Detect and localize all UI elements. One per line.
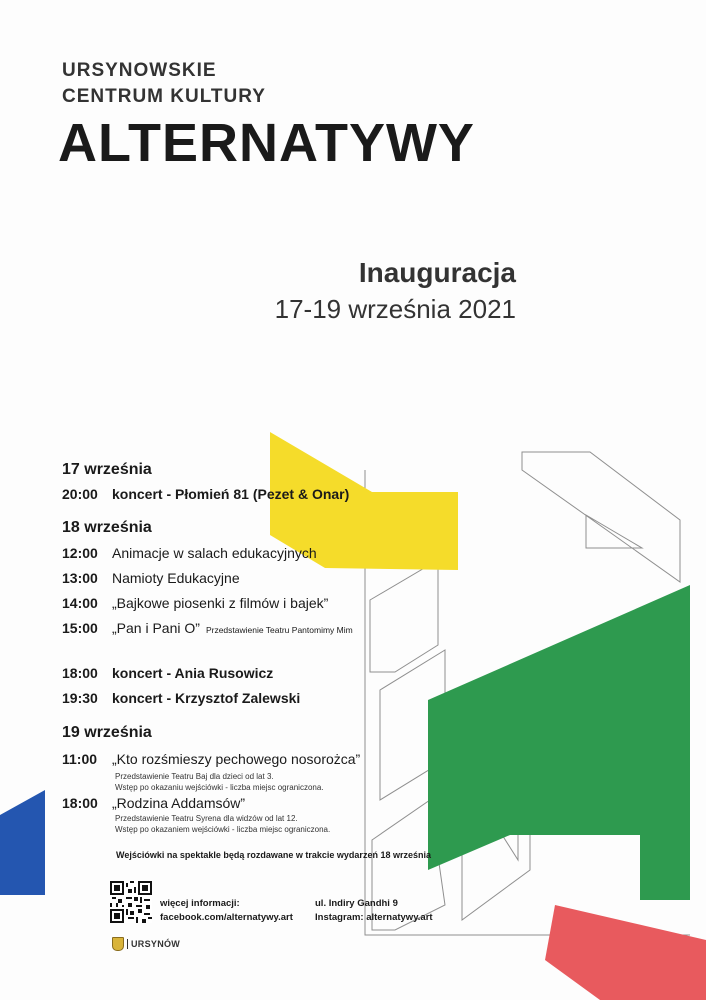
row-time: 12:00 [62,545,98,561]
schedule-row [62,751,360,767]
blue-letter [0,790,45,895]
row-title: „Kto rozśmieszy pechowego nosorożca” [112,751,361,767]
row-note: Wstęp po okazaniem wejściówki - liczba miejsc ograniczona. [115,825,331,834]
more-info-label: więcej informacji: [160,898,240,909]
row-title: „Rodzina Addamsów” [112,795,246,811]
organizer-line-2: CENTRUM KULTURY [62,86,266,107]
day-heading-17: 17 września [62,461,152,478]
row-note: Przedstawienie Teatru Baj dla dzieci od lat 3. [115,772,274,781]
row-time: 18:00 [62,665,98,681]
row-title: koncert - Płomień 81 (Pezet & Onar) [112,486,350,502]
schedule-row [62,545,317,561]
row-time: 14:00 [62,595,98,611]
ticket-footnote: Wejściówki na spektakle będą rozdawane w trakcie wydarzeń 18 września [116,850,431,860]
instagram-link[interactable]: Instagram: alternatywy.art [315,912,433,923]
schedule-row [62,795,245,811]
row-time: 13:00 [62,570,98,586]
contact-left [160,897,293,925]
qr-code-icon [110,881,152,923]
schedule-row [62,570,240,586]
organizer-line-1: URSYNOWSKIE [62,60,217,81]
row-note: Przedstawienie Teatru Syrena dla widzów od lat 12. [115,814,298,823]
row-time: 15:00 [62,620,98,636]
row-title: „Bajkowe piosenki z filmów i bajek” [112,595,329,611]
schedule-row [62,690,300,706]
day-heading-19: 19 września [62,724,152,741]
logo-text: URSYNÓW [127,939,180,949]
row-title: „Pan i Pani O” [112,620,200,636]
contact-right [315,897,433,925]
row-time: 11:00 [62,751,98,767]
schedule-row [62,595,328,611]
row-note: Wstęp po okazaniu wejściówki - liczba miejsc ograniczona. [115,783,324,792]
outline-letter-1 [522,452,680,582]
schedule-row [62,665,273,681]
schedule-row [62,620,353,636]
row-subtitle: Przedstawienie Teatru Pantomimy Mim [205,625,353,635]
row-time: 19:30 [62,690,98,706]
row-time: 20:00 [62,486,98,502]
outline-letter-2 [370,560,438,672]
event-title: Inauguracja [358,257,516,288]
row-title: Animacje w salach edukacyjnych [112,545,317,561]
day-heading-18: 18 września [62,519,152,536]
green-letter [428,585,690,900]
row-time: 18:00 [62,795,98,811]
row-title: koncert - Krzysztof Zalewski [112,690,301,706]
event-dates: 17-19 września 2021 [274,294,516,324]
schedule-row [62,486,349,502]
address: ul. Indiry Gandhi 9 [315,898,398,909]
ursynow-crest-icon [112,937,124,951]
row-title: Namioty Edukacyjne [112,570,240,586]
brand-title: ALTERNATYWY [58,113,475,173]
facebook-link[interactable]: facebook.com/alternatywy.art [160,912,293,923]
row-title: koncert - Ania Rusowicz [112,665,274,681]
red-letter [545,905,706,1000]
ursynow-logo [112,937,180,951]
